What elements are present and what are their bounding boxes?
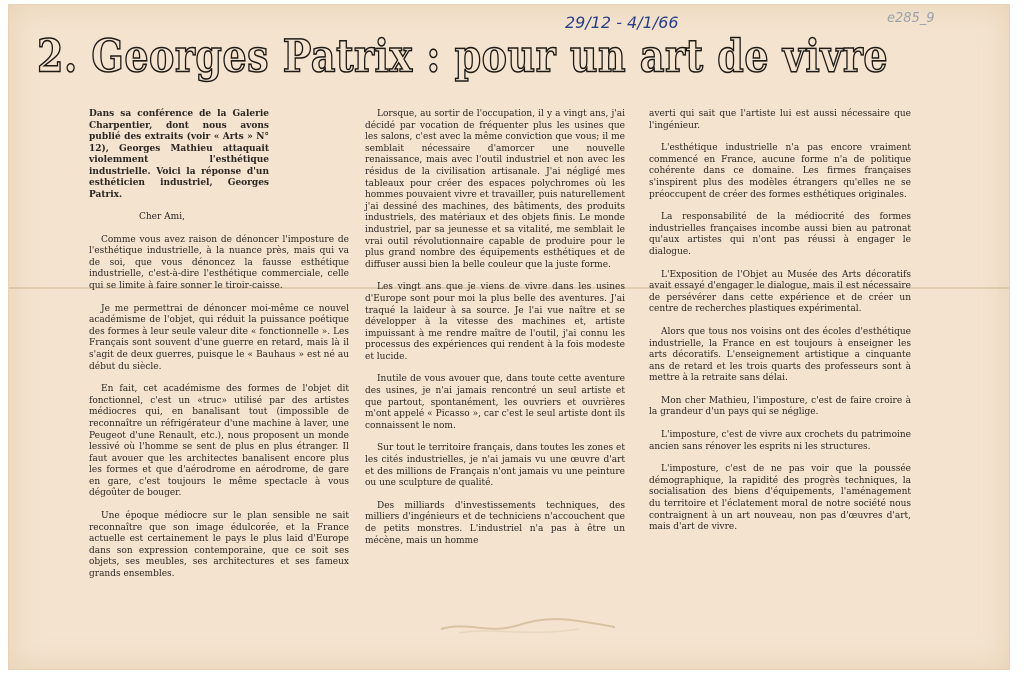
paragraph: La responsabilité de la médiocrité des formes industrielles françaises incombe aussi bien au patronat qu'aux artistes qui n'ont pas réussi à engager le dialogue. bbox=[649, 212, 911, 257]
paragraph: Les vingt ans que je viens de vivre dans les usines d'Europe sont pour moi la plus belle des aventures. J'ai traqué la laideur à sa source. Je l'ai vue naître et se développer à la vitesse des machines et, artiste impuissant à me rendre maître de l'outil, j'ai connu les processus des expériences qui rendent à la fois modeste et lucide. bbox=[365, 282, 625, 362]
paragraph: Inutile de vous avouer que, dans toute cette aventure des usines, je n'ai jamais rencontré un seul artiste et que partout, spontanément, les ouvriers et ouvrières m'ont appelé « Picasso », car c'est le seul artiste dont ils connaissent le nom. bbox=[365, 374, 625, 431]
letter-salutation: Cher Ami, bbox=[139, 212, 185, 222]
paragraph: Des milliards d'investissements techniques, des milliers d'ingénieurs et de techniciens n'accouchent que de petits monstres. L'industriel n'a pas à être un mécène, mais un homme bbox=[365, 500, 625, 546]
article-column-2 bbox=[365, 109, 625, 558]
paragraph: En fait, cet académisme des formes de l'objet dit fonctionnel, c'est un «truc» utilisé par des artistes médiocres qui, en banalisant tout (impossible de reconnaître un réfrigérateur d'une machine à laver, une Peugeot d'une Renault, etc.), nous proposent un monde lessivé où l'homme se sent de plus en plus étranger. Il faut avouer que les architectes banalisent encore plus les formes et que d'aérodrome en aérodrome, de gare en gare, c'est toujours le même spectacle à vous dégoûter de bouger. bbox=[89, 384, 349, 499]
paragraph: L'imposture, c'est de vivre aux crochets du patrimoine ancien sans rénover les esprits ni les structures. bbox=[649, 430, 911, 452]
paragraph: Comme vous avez raison de dénoncer l'imposture de l'esthétique industrielle, à la nuance près, mais qui va de soi, que vous dénoncez la fausse esthétique industrielle, c'est-à-dire l'esthétique commerciale, celle qui se limite à faire sonner le tiroir-caisse. bbox=[89, 234, 349, 291]
article-column-3 bbox=[649, 109, 911, 545]
paragraph: L'imposture, c'est de ne pas voir que la poussée démographique, la rapidité des progrès techniques, la socialisation des biens d'équipements, l'aménagement du territoire et l'éclatement moral de notre société nous contraignent à un art nouveau, non pas d'œuvres d'art, mais d'art de vivre. bbox=[649, 464, 911, 533]
paragraph: averti qui sait que l'artiste lui est aussi nécessaire que l'ingénieur. bbox=[649, 109, 911, 131]
archive-reference-note: e285_9 bbox=[887, 11, 935, 26]
paragraph: Mon cher Mathieu, l'imposture, c'est de faire croire à la grandeur d'un pays qui se néglige. bbox=[649, 395, 911, 418]
paragraph: Une époque médiocre sur le plan sensible ne sait reconnaître que son image édulcorée, et la France actuelle est certainement le pays le plus laid d'Europe dans son expression contemporaine, que ce soit ses objets, ses meubles, ses architectures et ses fameux grands ensembles. bbox=[89, 511, 349, 580]
newspaper-clipping bbox=[8, 4, 1010, 670]
paragraph: L'esthétique industrielle n'a pas encore vraiment commencé en France, aucune forme n'a de politique cohérente dans ce domaine. Les firmes françaises s'inspirent plus des modèles étrangers qu'elles ne se préoccupent de créer des formes esthétiques originales. bbox=[649, 143, 911, 200]
paragraph: Je me permettrai de dénoncer moi-même ce nouvel académisme de l'objet, qui réduit la puissance poétique des formes à leur seule valeur dite « fonctionnelle ». Les Français sont souvent d'une guerre en retard, mais là il s'agit de deux guerres, puisque le « Bauhaus » est né au début du siècle. bbox=[89, 303, 349, 372]
handwritten-date-note: 29/12 - 4/1/66 bbox=[565, 13, 679, 32]
paragraph: L'Exposition de l'Objet au Musée des Arts décoratifs avait essayé d'engager le dialogue, mais il est nécessaire de persévérer dans cette expérience et de créer un centre de recherches plastiques expérimental. bbox=[649, 269, 911, 315]
article-column-1 bbox=[89, 109, 349, 592]
paper-tear-mark bbox=[439, 611, 619, 641]
paragraph: Lorsque, au sortir de l'occupation, il y a vingt ans, j'ai décidé par vocation de fréquenter plus les usines que les salons, c'est avec la même conviction que vous; il me semblait nécessaire d'amorcer une nouvelle renaissance, mais avec l'outil industriel et non avec les résidus de la civilisation artisanale. J'ai négligé mes tableaux pour créer des espaces polychromes où les hommes pouvaient vivre et travailler, puis naturellement j'ai dessiné des machines, des bâtiments, des produits industriels, des matériaux et des objets finis. Le monde industriel, par sa jeunesse et sa vitalité, me semblait le vrai outil révolutionnaire capable de produire pour le plus grand nombre des équipements esthétiques et de diffuser aussi bien la belle couleur que la juste forme. bbox=[365, 109, 625, 270]
article-intro: Dans sa conférence de la Galerie Charpentier, dont nous avons publié des extraits (voir « Arts » N° 12), Georges Mathieu attaquait violemment l'esthétique industrielle. Voici la réponse d'un esthéticien industriel, Georges Patrix. bbox=[89, 109, 269, 200]
paragraph: Sur tout le territoire français, dans toutes les zones et les cités industrielles, je n'ai jamais vu une œuvre d'art et des millions de Français n'ont jamais vu une peinture ou une sculpture de qualité. bbox=[365, 443, 625, 489]
paragraph: Alors que tous nos voisins ont des écoles d'esthétique industrielle, la France en est toujours à enseigner les arts décoratifs. L'enseignement artistique a cinquante ans de retard et les trois quarts des professeurs sont à mettre à la retraite sans délai. bbox=[649, 326, 911, 384]
article-headline: 2. Georges Patrix : pour un art de vivre bbox=[37, 29, 889, 83]
